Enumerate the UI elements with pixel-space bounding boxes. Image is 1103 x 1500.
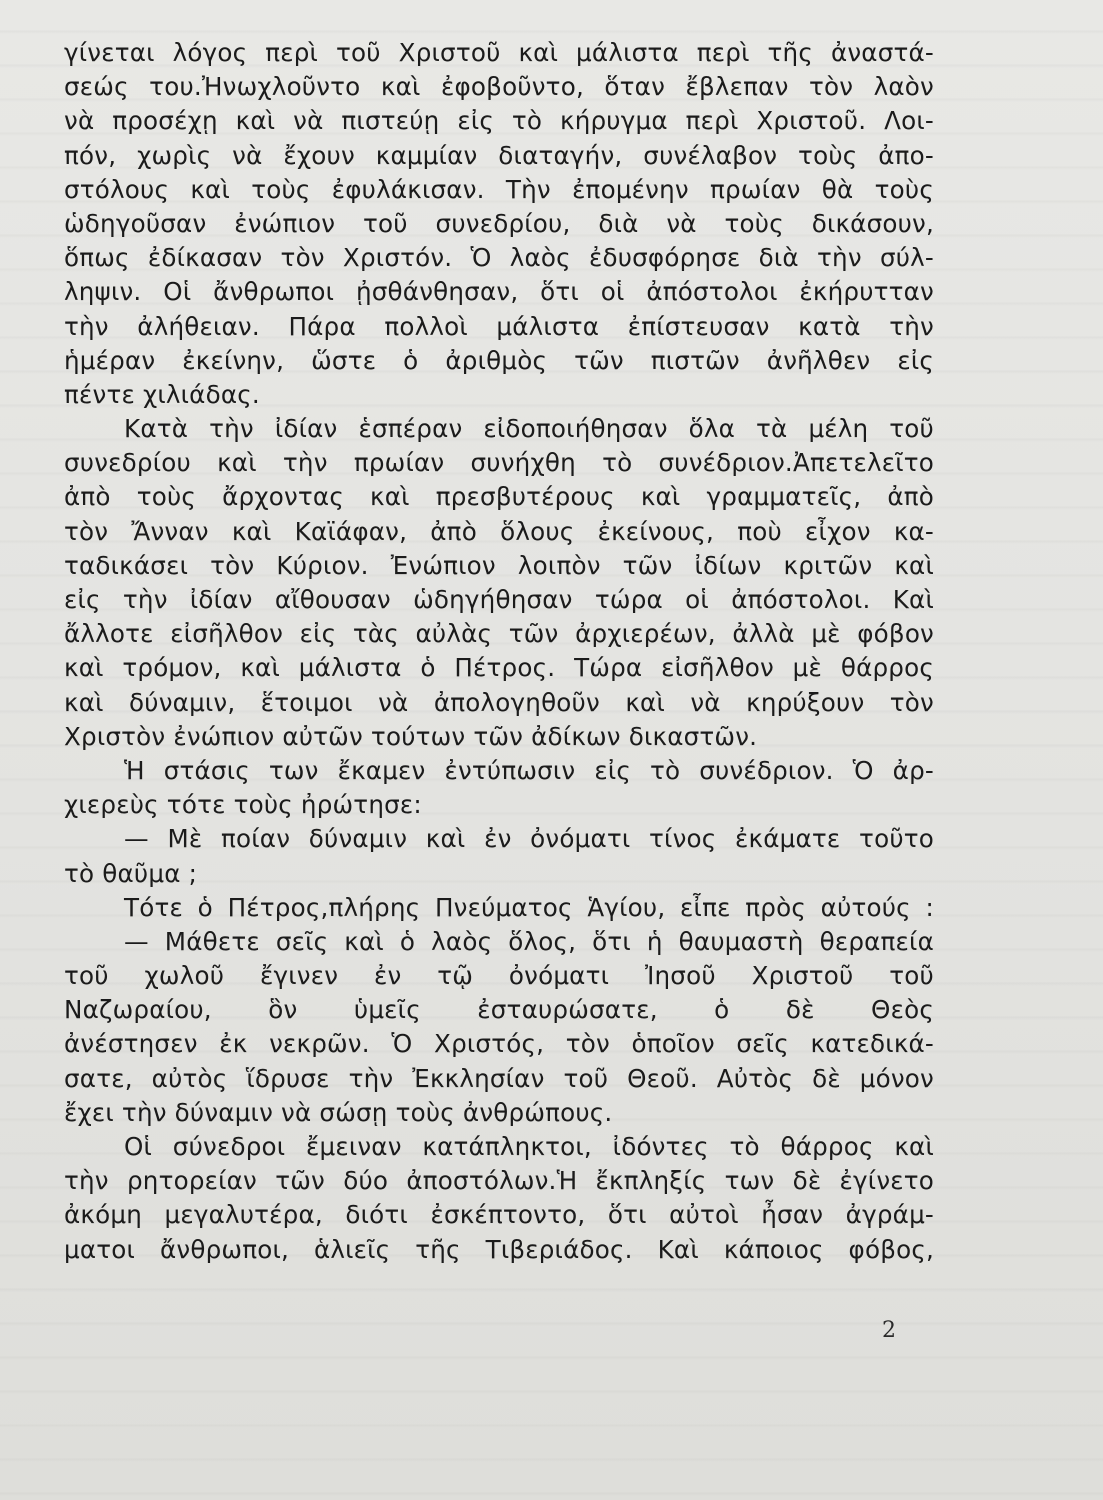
text-line: ἄλλοτε εἰσῆλθον εἰς τὰς αὐλὰς τῶν ἀρχιερέων, ἀλλὰ μὲ φόβον — [64, 619, 934, 649]
text-line: — Μὲ ποίαν δύναμιν καὶ ἐν ὀνόματι τίνος ἐκάματε τοῦτο — [124, 824, 934, 854]
text-line: ματοι ἄνθρωποι, ἁλιεῖς τῆς Τιβεριάδος. Καὶ κάποιος φόβος, — [64, 1234, 934, 1264]
text-line: τὴν ἀλήθειαν. Πάρα πολλοὶ μάλιστα ἐπίστευσαν κατὰ τὴν — [64, 311, 934, 341]
text-line: τὸν Ἄνναν καὶ Καϊάφαν, ἀπὸ ὅλους ἐκείνους, ποὺ εἶχον κα- — [64, 516, 934, 546]
text-line: τὸ θαῦμα ; — [64, 858, 198, 888]
text-line: Τότε ὁ Πέτρος,πλήρης Πνεύματος Ἁγίου, εἶπε πρὸς αὐτούς : — [124, 892, 934, 922]
text-line: ἀκόμη μεγαλυτέρα, διότι ἐσκέπτοντο, ὅτι αὐτοὶ ἦσαν ἀγράμ- — [64, 1200, 934, 1230]
text-line: γίνεται λόγος περὶ τοῦ Χριστοῦ καὶ μάλιστα περὶ τῆς ἀναστά- — [64, 38, 934, 67]
text-line: Ναζωραίου, ὃν ὑμεῖς ἐσταυρώσατε, ὁ δὲ Θεὸς — [64, 995, 934, 1025]
text-line: ὡδηγοῦσαν ἐνώπιον τοῦ συνεδρίου, διὰ νὰ τοὺς δικάσουν, — [64, 208, 934, 238]
text-line: ἔχει τὴν δύναμιν νὰ σώσῃ τοὺς ἀνθρώπους. — [64, 1097, 613, 1127]
text-line: ταδικάσει τὸν Κύριον. Ἐνώπιον λοιπὸν τῶν ἰδίων κριτῶν καὶ — [64, 550, 934, 580]
text-line: Ἡ στάσις των ἔκαμεν ἐντύπωσιν εἰς τὸ συνέδριον. Ὁ ἀρ- — [124, 755, 934, 785]
text-line: τὴν ρητορείαν τῶν δύο ἀποστόλων.Ἡ ἔκπληξίς των δὲ ἐγίνετο — [64, 1166, 934, 1196]
text-line: σατε, αὐτὸς ἵδρυσε τὴν Ἐκκλησίαν τοῦ Θεοῦ. Αὐτὸς δὲ μόνον — [64, 1063, 934, 1093]
text-line: ὅπως ἐδίκασαν τὸν Χριστόν. Ὁ λαὸς ἐδυσφόρησε διὰ τὴν σύλ- — [64, 243, 934, 273]
text-line: καὶ τρόμον, καὶ μάλιστα ὁ Πέτρος. Τώρα εἰσῆλθον μὲ θάρρος — [64, 653, 934, 683]
text-line: ληψιν. Οἱ ἄνθρωποι ᾐσθάνθησαν, ὅτι οἱ ἀπόστολοι ἐκήρυτταν — [64, 277, 934, 307]
text-line: ἡμέραν ἐκείνην, ὥστε ὁ ἀριθμὸς τῶν πιστῶν ἀνῆλθεν εἰς — [64, 345, 934, 375]
text-line: — Μάθετε σεῖς καὶ ὁ λαὸς ὅλος, ὅτι ἡ θαυμαστὴ θεραπεία — [124, 926, 934, 956]
text-line: εἰς τὴν ἰδίαν αἴθουσαν ὡδηγήθησαν τώρα οἱ ἀπόστολοι. Καὶ — [64, 585, 934, 614]
text-line: πέντε χιλιάδας. — [64, 379, 260, 409]
text-line: ἀνέστησεν ἐκ νεκρῶν. Ὁ Χριστός, τὸν ὁποῖον σεῖς κατεδικά- — [64, 1029, 934, 1059]
text-line: ἀπὸ τοὺς ἄρχοντας καὶ πρεσβυτέρους καὶ γραμματεῖς, ἀπὸ — [64, 482, 934, 512]
page-number: 2 — [882, 1318, 896, 1343]
text-line: σεώς του.Ἠνωχλοῦντο καὶ ἐφοβοῦντο, ὅταν ἔβλεπαν τὸν λαὸν — [64, 72, 934, 102]
body-text — [64, 36, 934, 1267]
text-line: καὶ δύναμιν, ἕτοιμοι νὰ ἀπολογηθοῦν καὶ νὰ κηρύξουν τὸν — [64, 687, 934, 717]
text-line: τοῦ χωλοῦ ἔγινεν ἐν τῷ ὀνόματι Ἰησοῦ Χριστοῦ τοῦ — [64, 961, 934, 991]
text-line: Χριστὸν ἐνώπιον αὐτῶν τούτων τῶν ἀδίκων δικαστῶν. — [64, 721, 758, 751]
text-line: συνεδρίου καὶ τὴν πρωίαν συνήχθη τὸ συνέδριον.Ἀπετελεῖτο — [64, 448, 934, 478]
text-line: Οἱ σύνεδροι ἔμειναν κατάπληκτοι, ἰδόντες τὸ θάρρος καὶ — [124, 1132, 934, 1161]
text-line: χιερεὺς τότε τοὺς ἠρώτησε: — [64, 790, 422, 820]
text-line: στόλους καὶ τοὺς ἐφυλάκισαν. Τὴν ἐπομένην πρωίαν θὰ τοὺς — [64, 174, 934, 204]
text-line: νὰ προσέχῃ καὶ νὰ πιστεύῃ εἰς τὸ κήρυγμα περὶ Χριστοῦ. Λοι- — [64, 106, 934, 136]
text-line: Κατὰ τὴν ἰδίαν ἑσπέραν εἰδοποιήθησαν ὅλα τὰ μέλη τοῦ — [124, 414, 934, 444]
text-line: πόν, χωρὶς νὰ ἔχουν καμμίαν διαταγήν, συνέλαβον τοὺς ἀπο- — [64, 140, 934, 170]
